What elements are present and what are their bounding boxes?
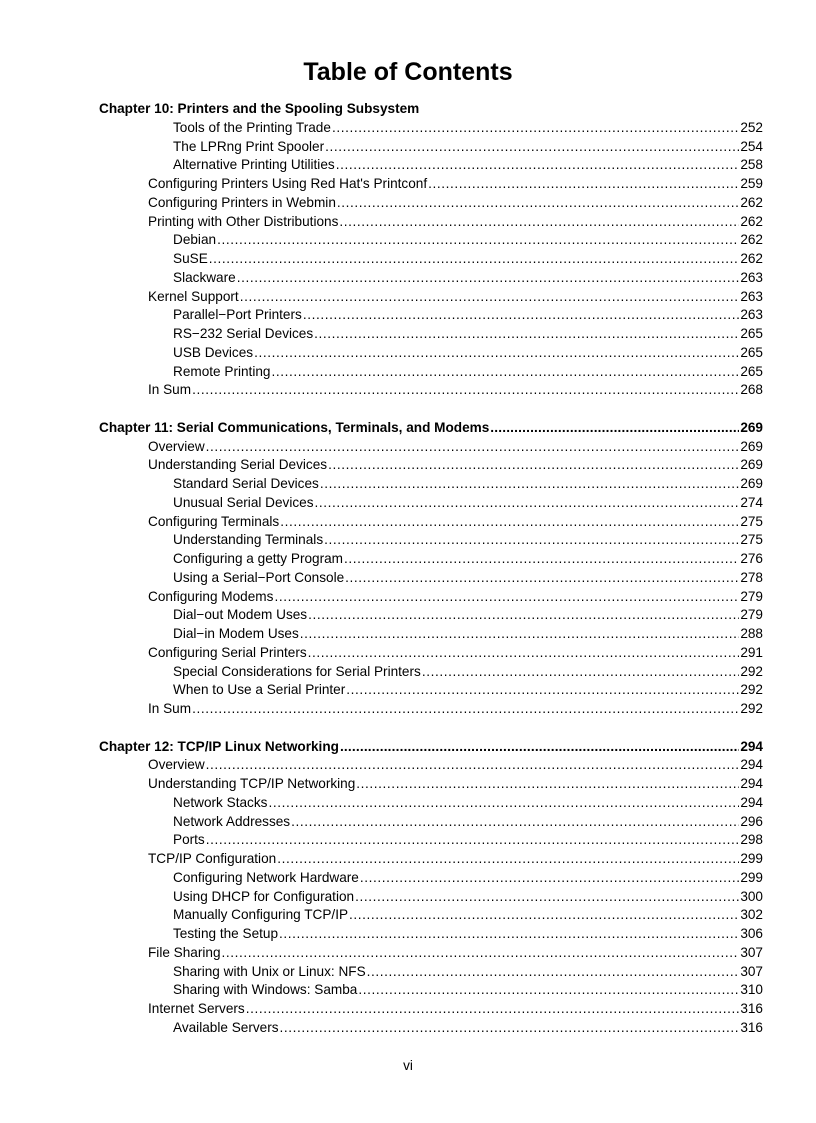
toc-entry-label[interactable]: Chapter 11: Serial Communications, Terminals, and Modems (99, 419, 490, 435)
toc-leader-dots (336, 156, 740, 175)
toc-leader-dots (280, 1019, 740, 1038)
toc-entry-label[interactable]: Sharing with Unix or Linux: NFS (173, 963, 366, 979)
toc-entry-row[interactable] (0, 644, 816, 663)
toc-page-number: 306 (740, 926, 763, 941)
toc-page-number: 259 (740, 176, 763, 191)
toc-entry-label[interactable]: SuSE (173, 251, 208, 266)
toc-entry-label[interactable]: Network Addresses (173, 813, 291, 829)
toc-page-number: 265 (740, 326, 763, 341)
toc-entry-label[interactable]: Standard Serial Devices (173, 476, 319, 491)
toc-entry-label[interactable]: In Sum (148, 701, 192, 716)
table-of-contents (0, 100, 816, 1038)
toc-entry-row[interactable] (0, 775, 816, 794)
toc-entry-label[interactable]: Dial−in Modem Uses (173, 626, 299, 641)
toc-entry-label[interactable]: Using DHCP for Configuration (173, 888, 355, 904)
toc-entry-row[interactable] (0, 663, 816, 682)
toc-leader-dots (332, 119, 739, 138)
toc-page-number: 316 (740, 1019, 763, 1035)
toc-entry-row[interactable] (0, 1000, 816, 1019)
toc-entry-row[interactable] (0, 438, 816, 457)
toc-page-number: 278 (740, 569, 763, 585)
toc-leader-dots (346, 681, 739, 700)
toc-page-number: 262 (740, 213, 763, 229)
toc-entry-label[interactable]: Configuring Printers Using Red Hat's Printconf (148, 176, 428, 191)
toc-entry-label[interactable]: Parallel−Port Printers (173, 307, 302, 323)
toc-entry-row[interactable] (0, 344, 816, 363)
toc-page-number: 299 (740, 851, 763, 866)
toc-leader-dots (356, 775, 739, 794)
toc-page-number: 294 (740, 738, 763, 754)
toc-entry-row[interactable] (0, 531, 816, 550)
toc-entry-label[interactable]: Network Stacks (173, 794, 268, 810)
toc-page-number: 252 (740, 119, 763, 135)
toc-page-number: 307 (740, 963, 763, 979)
toc-entry-label[interactable]: USB Devices (173, 344, 254, 360)
toc-leader-dots (254, 344, 739, 363)
toc-entry-label[interactable]: Understanding Terminals (173, 532, 324, 548)
toc-entry-label[interactable]: Printing with Other Distributions (148, 213, 339, 229)
toc-leader-dots (222, 944, 740, 963)
toc-entry-label[interactable]: Chapter 10: Printers and the Spooling Subsystem (99, 101, 420, 116)
toc-page-number: 279 (740, 607, 763, 623)
toc-leader-dots (320, 475, 739, 494)
toc-leader-dots (192, 381, 739, 400)
toc-page-number: 316 (740, 1001, 763, 1016)
toc-leader-dots (360, 869, 739, 888)
toc-leader-dots (490, 419, 739, 438)
toc-page-number: 299 (740, 869, 763, 885)
toc-page-number: 269 (740, 438, 763, 454)
toc-leader-dots (339, 213, 739, 232)
toc-leader-dots (300, 625, 740, 644)
toc-leader-dots (345, 569, 739, 588)
toc-entry-row[interactable] (0, 794, 816, 813)
toc-page-number: 298 (740, 832, 763, 848)
toc-page-number: 263 (740, 307, 763, 323)
toc-leader-dots (206, 831, 740, 850)
toc-page-number: 263 (740, 288, 763, 304)
toc-entry-row[interactable] (0, 250, 816, 269)
toc-entry-label[interactable]: Configuring Terminals (148, 513, 280, 529)
toc-leader-dots (274, 588, 739, 607)
toc-page-number: 300 (740, 888, 763, 904)
toc-leader-dots (246, 1000, 740, 1019)
toc-page-number: 269 (740, 457, 763, 473)
toc-entry-label[interactable]: Slackware (173, 269, 236, 285)
toc-leader-dots (349, 906, 739, 925)
toc-entry-label[interactable]: Configuring Printers in Webmin (148, 194, 336, 210)
toc-leader-dots (217, 231, 739, 250)
toc-page-number: 292 (740, 663, 763, 679)
toc-entry-row[interactable] (0, 906, 816, 925)
toc-page-number: 291 (740, 644, 763, 660)
toc-page-number: 268 (740, 382, 763, 398)
toc-entry-row[interactable] (0, 513, 816, 532)
toc-leader-dots (279, 925, 739, 944)
toc-entry-row[interactable] (0, 981, 816, 1000)
toc-page-number: 296 (740, 813, 763, 829)
toc-leader-dots (325, 138, 739, 157)
toc-entry-row[interactable] (0, 156, 816, 175)
toc-leader-dots (340, 738, 739, 757)
toc-page-number: 275 (740, 513, 763, 529)
toc-entry-label[interactable]: Using a Serial−Port Console (173, 569, 345, 585)
toc-entry-row[interactable] (0, 363, 816, 382)
toc-entry-row[interactable] (0, 756, 816, 775)
toc-entry-label[interactable]: Testing the Setup (173, 926, 279, 941)
toc-entry-label[interactable]: Chapter 12: TCP/IP Linux Networking (99, 738, 339, 754)
toc-page-number: 310 (740, 982, 763, 998)
toc-leader-dots (308, 644, 740, 663)
toc-page-number: 288 (740, 626, 763, 641)
toc-entry-row[interactable] (0, 475, 816, 494)
toc-page-number: 274 (740, 494, 763, 510)
toc-page-number: 276 (740, 551, 763, 566)
toc-leader-dots (308, 606, 739, 625)
toc-entry-label[interactable]: Configuring a getty Program (173, 551, 344, 566)
toc-page-number: 262 (740, 251, 763, 266)
toc-leader-dots (209, 250, 740, 269)
toc-entry-label[interactable]: Configuring Modems (148, 588, 274, 604)
toc-entry-label[interactable]: When to Use a Serial Printer (173, 682, 346, 698)
toc-leader-dots (271, 363, 739, 382)
toc-entry-label[interactable]: File Sharing (148, 944, 221, 960)
toc-page-number: 262 (740, 194, 763, 210)
toc-entry-label[interactable]: Remote Printing (173, 363, 271, 379)
toc-leader-dots (344, 550, 739, 569)
toc-entry-row[interactable] (0, 944, 816, 963)
toc-entry-label[interactable]: In Sum (148, 382, 192, 398)
toc-entry-label[interactable]: Understanding Serial Devices (148, 457, 328, 473)
toc-page-number: 263 (740, 269, 763, 285)
toc-page-number: 262 (740, 232, 763, 248)
toc-entry-label[interactable]: The LPRng Print Spooler (173, 138, 325, 154)
toc-page-number: 265 (740, 363, 763, 379)
toc-entry-row[interactable] (0, 456, 816, 475)
toc-entry-label[interactable]: Sharing with Windows: Samba (173, 982, 358, 998)
toc-leader-dots (291, 813, 739, 832)
toc-entry-row[interactable] (0, 831, 816, 850)
toc-entry-row[interactable] (0, 550, 816, 569)
toc-entry-row[interactable] (0, 569, 816, 588)
toc-leader-dots (337, 194, 739, 213)
toc-page-number: 294 (740, 794, 763, 810)
toc-entry-label[interactable]: Unusual Serial Devices (173, 494, 314, 510)
toc-leader-dots (268, 794, 739, 813)
toc-entry-label[interactable]: Ports (173, 832, 205, 848)
toc-entry-label[interactable]: Available Servers (173, 1019, 279, 1035)
toc-entry-row[interactable] (0, 1019, 816, 1038)
toc-leader-dots (303, 306, 739, 325)
toc-leader-dots (314, 325, 739, 344)
toc-leader-dots (206, 756, 740, 775)
toc-leader-dots (367, 963, 740, 982)
toc-entry-row[interactable] (0, 681, 816, 700)
toc-entry-row[interactable] (0, 231, 816, 250)
toc-page-number: 275 (740, 532, 763, 548)
toc-leader-dots (277, 850, 739, 869)
toc-entry-label[interactable]: Configuring Serial Printers (148, 644, 307, 660)
toc-entry-row[interactable] (0, 175, 816, 194)
toc-entry-label[interactable]: Kernel Support (148, 288, 239, 304)
toc-leader-dots (355, 888, 739, 907)
page-number: vi (403, 1058, 413, 1073)
toc-page-number: 254 (740, 138, 763, 154)
toc-leader-dots (206, 438, 740, 457)
toc-entry-label[interactable]: Alternative Printing Utilities (173, 157, 335, 173)
toc-entry-label[interactable]: Overview (148, 757, 205, 773)
toc-entry-row[interactable] (0, 813, 816, 832)
toc-chapter-row[interactable] (0, 100, 816, 119)
toc-leader-dots (240, 288, 740, 307)
toc-entry-row[interactable] (0, 213, 816, 232)
toc-entry-row[interactable] (0, 381, 816, 400)
toc-chapter-row[interactable] (0, 738, 816, 757)
toc-entry-label[interactable]: Internet Servers (148, 1001, 245, 1016)
toc-page-number: 265 (740, 344, 763, 360)
toc-page-number: 258 (740, 157, 763, 173)
toc-leader-dots (280, 513, 739, 532)
toc-entry-label[interactable]: Understanding TCP/IP Networking (148, 776, 356, 791)
toc-entry-row[interactable] (0, 288, 816, 307)
page-title: Table of Contents (303, 58, 513, 86)
toc-entry-label[interactable]: Manually Configuring TCP/IP (173, 907, 349, 923)
toc-entry-label[interactable]: Configuring Network Hardware (173, 869, 359, 885)
toc-leader-dots (237, 269, 740, 288)
toc-page-number: 292 (740, 682, 763, 698)
toc-leader-dots (422, 663, 739, 682)
toc-page-number: 279 (740, 588, 763, 604)
toc-entry-row[interactable] (0, 119, 816, 138)
toc-page-number: 269 (740, 419, 763, 435)
toc-entry-label[interactable]: Special Considerations for Serial Printers (173, 663, 421, 679)
toc-entry-row[interactable] (0, 850, 816, 869)
toc-leader-dots (358, 981, 739, 1000)
toc-entry-row[interactable] (0, 588, 816, 607)
toc-entry-row[interactable] (0, 606, 816, 625)
toc-entry-label[interactable]: Debian (173, 232, 217, 248)
toc-chapter-row[interactable] (0, 419, 816, 438)
toc-entry-row[interactable] (0, 194, 816, 213)
toc-entry-label[interactable]: Dial−out Modem Uses (173, 607, 308, 623)
toc-entry-row[interactable] (0, 269, 816, 288)
toc-page-number: 307 (740, 944, 763, 960)
toc-leader-dots (315, 494, 740, 513)
toc-entry-row[interactable] (0, 869, 816, 888)
toc-entry-row[interactable] (0, 700, 816, 719)
toc-entry-label[interactable]: RS−232 Serial Devices (173, 326, 314, 341)
toc-entry-label[interactable]: TCP/IP Configuration (148, 851, 277, 866)
toc-leader-dots (192, 700, 739, 719)
toc-page-number: 292 (740, 701, 763, 716)
toc-entry-row[interactable] (0, 306, 816, 325)
toc-leader-dots (328, 456, 739, 475)
toc-entry-row[interactable] (0, 888, 816, 907)
toc-entry-row[interactable] (0, 325, 816, 344)
toc-leader-dots (428, 175, 739, 194)
toc-entry-row[interactable] (0, 494, 816, 513)
toc-entry-row[interactable] (0, 963, 816, 982)
toc-entry-label[interactable]: Tools of the Printing Trade (173, 119, 331, 135)
toc-leader-dots (324, 531, 739, 550)
toc-entry-label[interactable]: Overview (148, 438, 205, 454)
toc-entry-row[interactable] (0, 138, 816, 157)
toc-page-number: 269 (740, 476, 763, 491)
toc-page-number: 294 (740, 776, 763, 791)
toc-page-number: 302 (740, 907, 763, 923)
toc-entry-row[interactable] (0, 625, 816, 644)
toc-page-number: 294 (740, 757, 763, 773)
toc-entry-row[interactable] (0, 925, 816, 944)
